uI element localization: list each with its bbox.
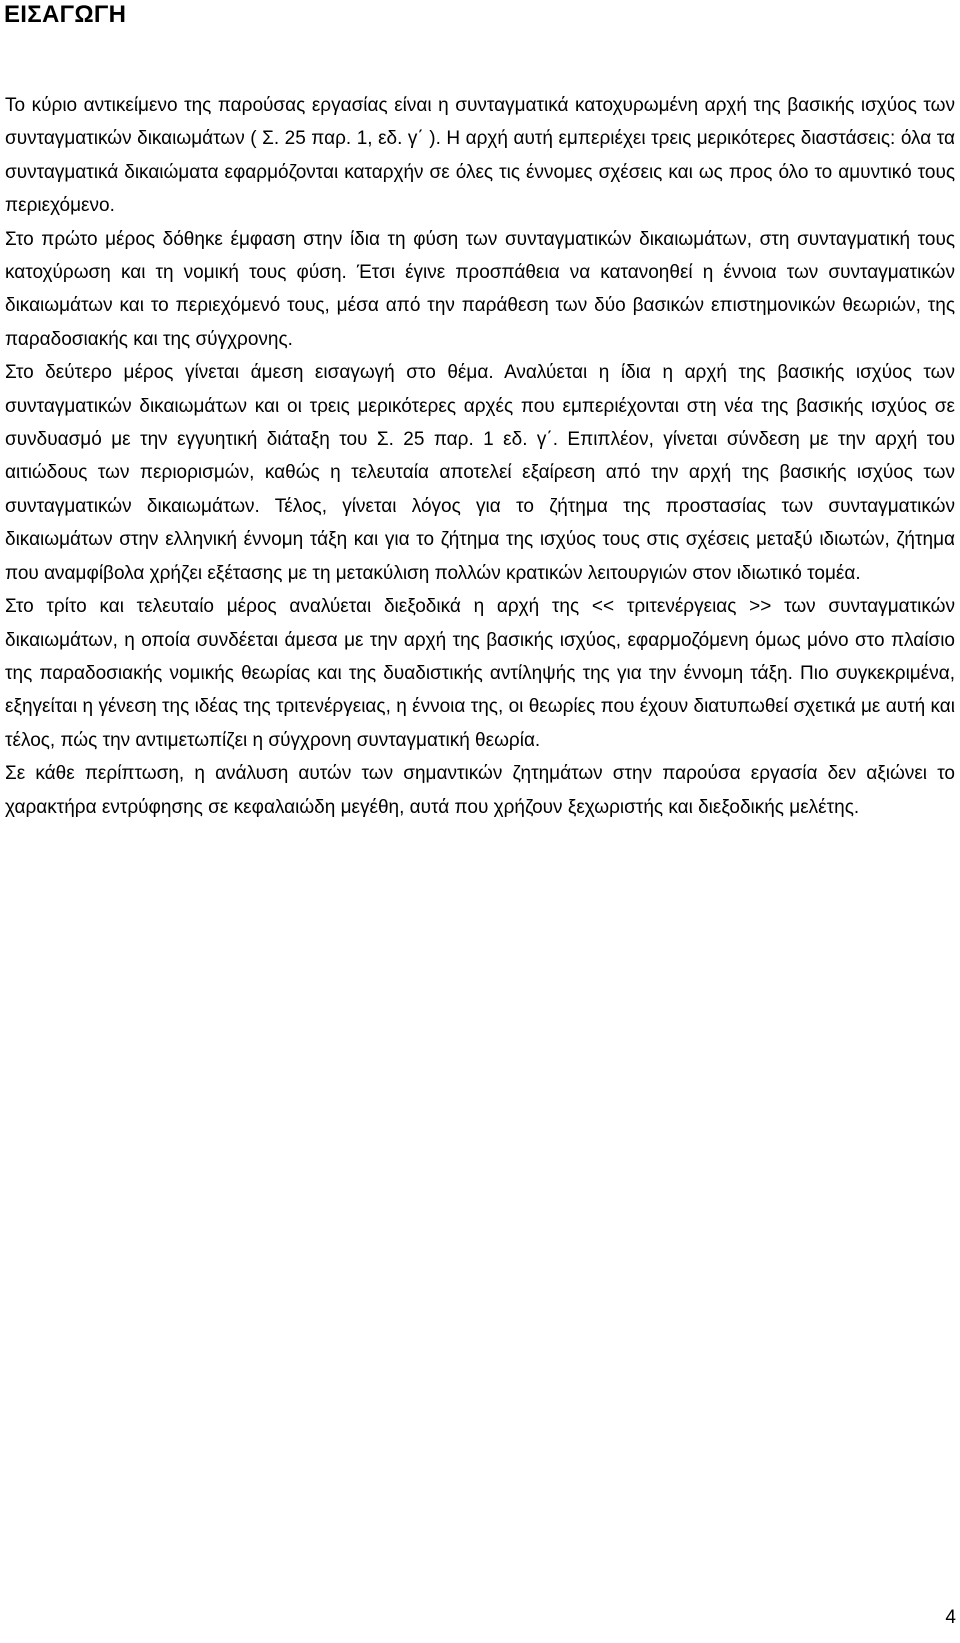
paragraph-part-three: Στο τρίτο και τελευταίο μέρος αναλύεται διεξοδικά η αρχή της << τριτενέργειας >> των συνταγματικών δικαιωμάτων, η οποία συνδέεται άμεσα με την αρχή της βασικής ισχύος, εφαρμοζόμενη όμως μόνο στο πλαίσιο της παραδοσιακής νομικής θεωρίας και της δυαδιστικής αντίληψής της για την έννομη τάξη. Πιο συγκεκριμένα, εξηγείται η γένεση της ιδέας της τριτενέργειας, η έννοια της, οι θεωρίες που έχουν διατυπωθεί σχετικά με αυτή και τέλος, πώς την αντιμετωπίζει η σύγχρονη συνταγματική θεωρία. <box>5 596 955 751</box>
paragraph-part-two: Στο δεύτερο μέρος γίνεται άμεση εισαγωγή στο θέμα. Αναλύεται η ίδια η αρχή της βασικής ισχύος των συνταγματικών δικαιωμάτων και οι τρεις μερικότερες αρχές που εμπεριέχονται στη νέα της βασικής ισχύος σε συνδυασμό με την εγγυητική διάταξη του Σ. 25 παρ. 1 εδ. γ΄. Επιπλέον, γίνεται σύνδεση με την αρχή του αιτιώδους των περιορισμών, καθώς η τελευταία αποτελεί εξαίρεση από την αρχή της βασικής ισχύος των συνταγματικών δικαιωμάτων. Τέλος, γίνεται λόγος για το ζήτημα της προστασίας των συνταγματικών δικαιωμάτων στην ελληνική έννομη τάξη και για το ζήτημα της ισχύος τους στις σχέσεις μεταξύ ιδιωτών, ζήτημα που αναμφίβολα χρήζει εξέτασης με τη μετακύλιση πολλών κρατικών λειτουργιών στον ιδιωτικό τομέα. <box>5 362 955 584</box>
paragraph-intro: Το κύριο αντικείμενο της παρούσας εργασίας είναι η συνταγματικά κατοχυρωμένη αρχή της βασικής ισχύος των συνταγματικών δικαιωμάτων ( Σ. 25 παρ. 1, εδ. γ΄ ). Η αρχή αυτή εμπεριέχει τρεις μερικότερες διαστάσεις: όλα τα συνταγματικά δικαιώματα εφαρμόζονται καταρχήν σε όλες τις έννομες σχέσεις και ως προς όλο το αμυντικό τους περιεχόμενο. <box>5 95 955 217</box>
page-number: 4 <box>945 1607 956 1628</box>
document-heading: ΕΙΣΑΓΩΓΗ <box>4 1 127 28</box>
paragraph-part-one: Στο πρώτο μέρος δόθηκε έμφαση στην ίδια τη φύση των συνταγματικών δικαιωμάτων, στη συνταγματική τους κατοχύρωση και τη νομική τους φύση. Έτσι έγινε προσπάθεια να κατανοηθεί η έννοια των συνταγματικών δικαιωμάτων και το περιεχόμενό τους, μέσα από την παράθεση των δύο βασικών επιστημονικών θεωριών, της παραδοσιακής και της σύγχρονης. <box>5 228 955 350</box>
document-body <box>5 89 955 824</box>
paragraph-conclusion: Σε κάθε περίπτωση, η ανάλυση αυτών των σημαντικών ζητημάτων στην παρούσα εργασία δεν αξιώνει το χαρακτήρα εντρύφησης σε κεφαλαιώδη μεγέθη, αυτά που χρήζουν ξεχωριστής και διεξοδικής μελέτης. <box>5 763 955 818</box>
